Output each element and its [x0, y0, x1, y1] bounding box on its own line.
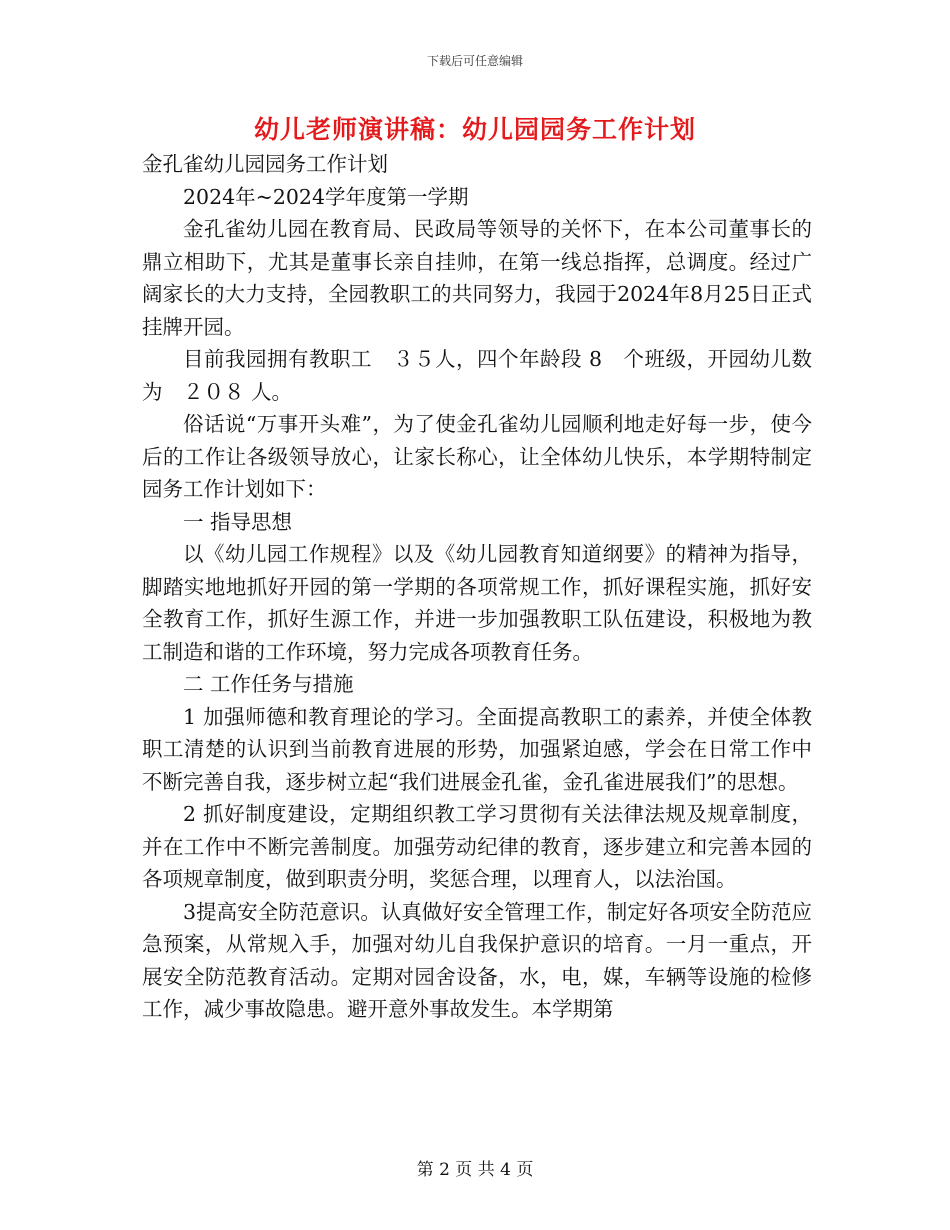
page-header-note: 下载后可任意编辑 [426, 54, 523, 68]
paragraph-purpose: 俗话说“万事开头难”，为了使金孔雀幼儿园顺利地走好每一步，使今后的工作让各级领导放心，让家长称心，让全体幼儿快乐，本学期特制定园务工作计划如下： [142, 412, 812, 501]
paragraph-guiding-ideology: 以《幼儿园工作规程》以及《幼儿园教育知道纲要》的精神为指导，脚踏实地地抓好开园的第一学期的各项常规工作，抓好课程实施，抓好安全教育工作，抓好生源工作，并进一步加强教职工队伍建设，积极地为教工制造和谐的工作环境，努力完成各项教育任务。 [142, 542, 812, 664]
paragraph-task-2: 2 抓好制度建设，定期组织教工学习贯彻有关法律法规及规章制度，并在工作中不断完善制度。加强劳动纪律的教育，逐步建立和完善本园的各项规章制度，做到职责分明，奖惩合理，以理育人，以法治国。 [142, 802, 812, 891]
paragraph-staff: 目前我园拥有教职工 ３５人，四个年龄段 8 个班级，开园幼儿数为 ２０８ 人。 [142, 347, 812, 404]
document-subtitle: 金孔雀幼儿园园务工作计划 [142, 152, 388, 176]
paragraph-term: 2024年~2024学年度第一学期 [183, 184, 469, 209]
paragraph-task-1: 1 加强师德和教育理论的学习。全面提高教职工的素养，并使全体教职工清楚的认识到当前教育进展的形势，加强紧迫感，学会在日常工作中不断完善自我，逐步树立起“我们进展金孔雀，金孔雀进展我们”的思想。 [142, 704, 812, 794]
page-number: 第 2 页 共 4 页 [416, 1160, 534, 1180]
paragraph-intro: 金孔雀幼儿园在教育局、民政局等领导的关怀下，在本公司董事长的鼎立相助下，尤其是董事长亲自挂帅，在第一线总指挥，总调度。经过广阔家长的大力支持，全园教职工的共同努力，我园于2024年8月25日正式挂牌开园。 [142, 217, 812, 339]
document-body [142, 148, 812, 1026]
section-heading-tasks-measures: 二 工作任务与措施 [183, 672, 354, 696]
document-title: 幼儿老师演讲稿：幼儿园园务工作计划 [253, 115, 696, 144]
section-heading-guiding-ideology: 一 指导思想 [183, 509, 293, 534]
paragraph-task-3: 3提高安全防范意识。认真做好安全管理工作，制定好各项安全防范应急预案，从常规入手，加强对幼儿自我保护意识的培育。一月一重点，开展安全防范教育活动。定期对园舍设备，水，电，媒，车辆等设施的检修工作，减少事故隐患。避开意外事故发生。本学期第 [142, 899, 812, 1021]
